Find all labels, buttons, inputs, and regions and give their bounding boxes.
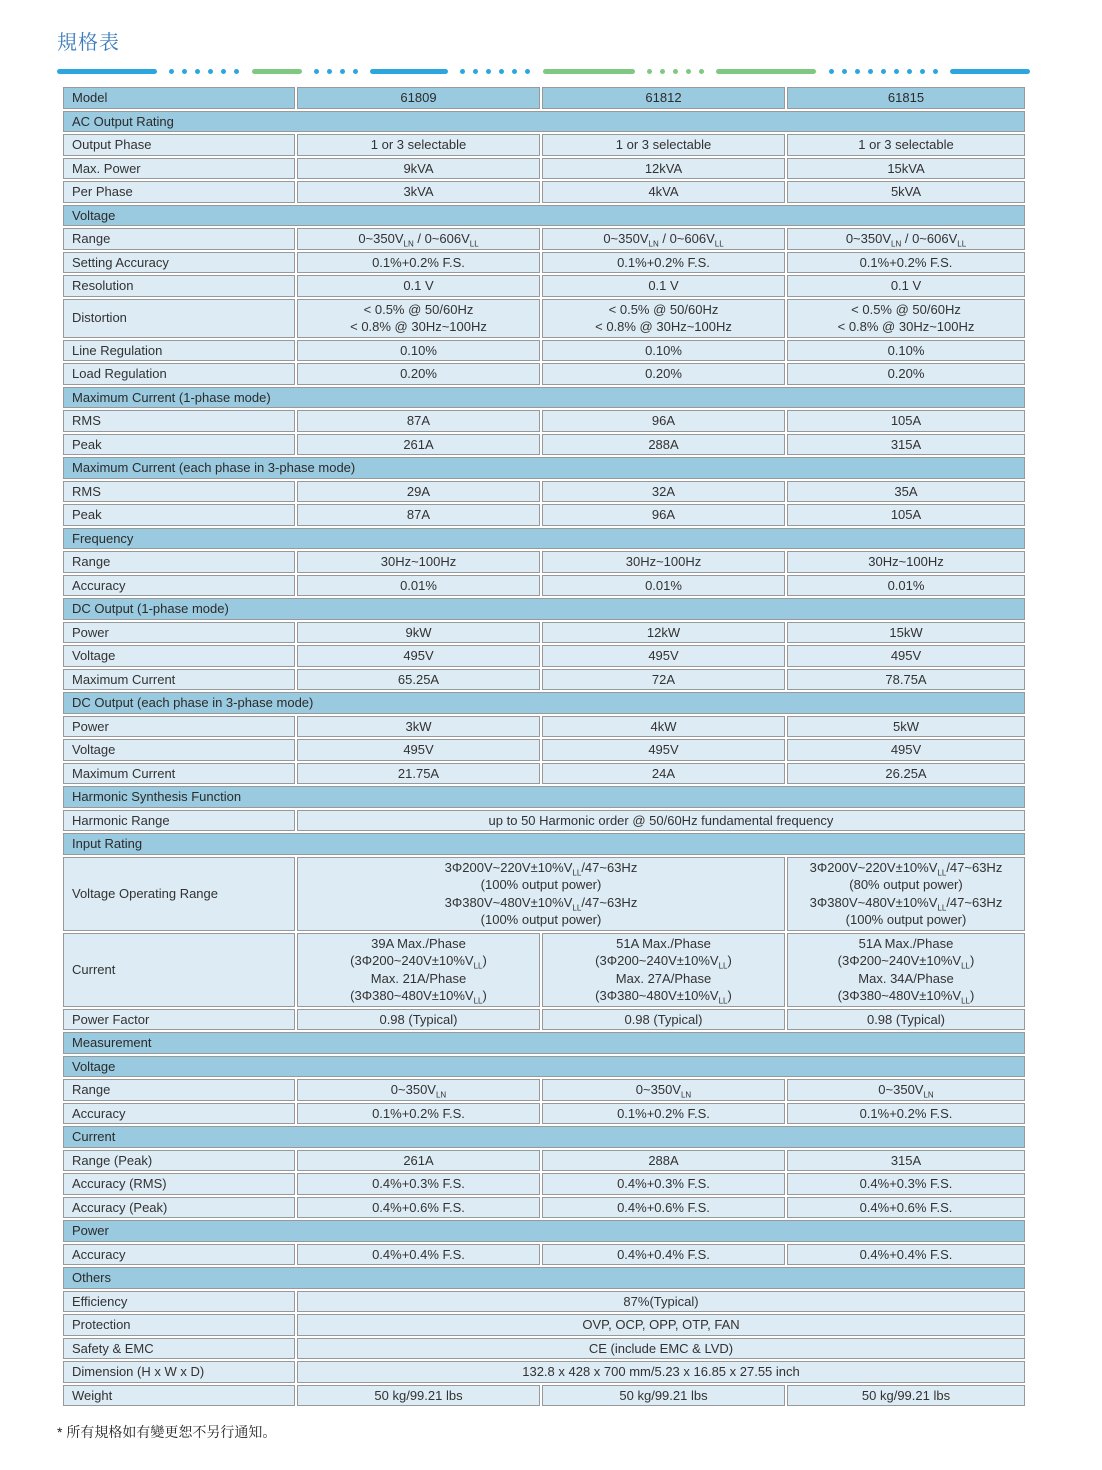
table-row — [63, 410, 1025, 432]
table-row — [63, 1079, 1025, 1101]
spec-label: Output Phase — [63, 134, 295, 156]
divider-dot — [195, 69, 200, 74]
divider-dot — [686, 69, 691, 74]
spec-value-cell: 288A — [542, 1150, 785, 1172]
table-row — [63, 1244, 1025, 1266]
spec-value-cell: 261A — [297, 434, 540, 456]
divider-line — [543, 69, 635, 74]
spec-label: Range — [63, 228, 295, 250]
spec-label: Accuracy (Peak) — [63, 1197, 295, 1219]
spec-value-cell: < 0.5% @ 50/60Hz < 0.8% @ 30Hz~100Hz — [787, 299, 1025, 338]
spec-value-cell: 87%(Typical) — [297, 1291, 1025, 1313]
spec-value-cell: 0.01% — [542, 575, 785, 597]
spec-value-cell: $0\sim 350V_{LN}$ / $0\sim 606V_{LL}$ — [297, 228, 540, 250]
divider-dot — [842, 69, 847, 74]
section-row — [63, 1267, 1025, 1289]
divider-dot — [855, 69, 860, 74]
spec-value-cell: $3\Phi 200V\sim 220V\pm 10\%V_{LL}/47\sim 63Hz$ (100% output power) $3\Phi 380V\sim 480V\pm 10\%V_{LL}/47\sim 63Hz$ (100% output power) — [297, 857, 785, 931]
divider-dots — [314, 69, 358, 74]
divider-dots — [460, 69, 530, 74]
section-row — [63, 457, 1025, 479]
divider-dot — [894, 69, 899, 74]
spec-value-cell: 1 or 3 selectable — [297, 134, 540, 156]
spec-label: Efficiency — [63, 1291, 295, 1313]
section-label: Measurement — [63, 1032, 1025, 1054]
section-row — [63, 1056, 1025, 1078]
section-row — [63, 205, 1025, 227]
spec-value-cell: 288A — [542, 434, 785, 456]
section-row — [63, 111, 1025, 133]
spec-value-cell: 51A Max./Phase $(3\Phi 200\sim 240V\pm 10\%V_{LL})$ Max. 34A/Phase $(3\Phi 380\sim 480V\pm 10\%V_{LL})$ — [787, 933, 1025, 1007]
spec-value-cell: 51A Max./Phase $(3\Phi 200\sim 240V\pm 10\%V_{LL})$ Max. 27A/Phase $(3\Phi 380\sim 480V\pm 10\%V_{LL})$ — [542, 933, 785, 1007]
spec-label: Range — [63, 1079, 295, 1101]
spec-value-cell: 24A — [542, 763, 785, 785]
divider-dot — [673, 69, 678, 74]
section-row — [63, 833, 1025, 855]
spec-value-cell: 495V — [297, 645, 540, 667]
spec-label: Distortion — [63, 299, 295, 338]
divider-dot — [486, 69, 491, 74]
spec-value-cell: 0.10% — [787, 340, 1025, 362]
page-title: 規格表 — [57, 32, 120, 54]
spec-value-cell: 315A — [787, 434, 1025, 456]
section-row — [63, 1032, 1025, 1054]
spec-value-cell: 96A — [542, 504, 785, 526]
spec-label: Dimension (H x W x D) — [63, 1361, 295, 1383]
spec-value-cell: 0.4%+0.3% F.S. — [297, 1173, 540, 1195]
divider-dot — [353, 69, 358, 74]
divider-dot — [327, 69, 332, 74]
spec-value-cell: 0.4%+0.4% F.S. — [297, 1244, 540, 1266]
section-row — [63, 1220, 1025, 1242]
spec-value-cell: 50 kg/99.21 lbs — [787, 1385, 1025, 1407]
table-row — [63, 1338, 1025, 1360]
divider-dot — [647, 69, 652, 74]
divider-dot — [881, 69, 886, 74]
spec-value-cell: $0\sim 350V_{LN}$ / $0\sim 606V_{LL}$ — [787, 228, 1025, 250]
spec-label: Voltage — [63, 645, 295, 667]
table-row — [63, 1361, 1025, 1383]
decorative-divider — [57, 68, 1030, 75]
divider-dot — [933, 69, 938, 74]
spec-value-cell: 0.4%+0.3% F.S. — [787, 1173, 1025, 1195]
spec-value-cell: 96A — [542, 410, 785, 432]
spec-label: Safety & EMC — [63, 1338, 295, 1360]
spec-value-cell: 0.10% — [542, 340, 785, 362]
section-label: Others — [63, 1267, 1025, 1289]
spec-label: Weight — [63, 1385, 295, 1407]
spec-label: RMS — [63, 410, 295, 432]
table-row — [63, 158, 1025, 180]
spec-label: Voltage — [63, 739, 295, 761]
spec-value-cell: 50 kg/99.21 lbs — [297, 1385, 540, 1407]
spec-label: Line Regulation — [63, 340, 295, 362]
divider-dot — [221, 69, 226, 74]
spec-value-cell: 0.1 V — [542, 275, 785, 297]
divider-dot — [699, 69, 704, 74]
section-label: Maximum Current (1-phase mode) — [63, 387, 1025, 409]
model-label: Model — [63, 87, 295, 109]
spec-label: Accuracy — [63, 1244, 295, 1266]
table-row — [63, 1197, 1025, 1219]
section-row — [63, 528, 1025, 550]
section-label: Frequency — [63, 528, 1025, 550]
divider-dot — [868, 69, 873, 74]
spec-value-cell: 87A — [297, 410, 540, 432]
spec-value-cell: 9kW — [297, 622, 540, 644]
divider-line — [950, 69, 1030, 74]
spec-value-cell: 315A — [787, 1150, 1025, 1172]
table-row — [63, 275, 1025, 297]
spec-value-cell: 65.25A — [297, 669, 540, 691]
divider-dot — [182, 69, 187, 74]
spec-table — [61, 85, 1027, 1408]
divider-line — [57, 69, 157, 74]
table-row — [63, 763, 1025, 785]
spec-value-cell: 1 or 3 selectable — [787, 134, 1025, 156]
spec-value-cell: $0\sim 350V_{LN}$ / $0\sim 606V_{LL}$ — [542, 228, 785, 250]
divider-dot — [525, 69, 530, 74]
table-row — [63, 810, 1025, 832]
spec-value-cell: 495V — [787, 739, 1025, 761]
table-row — [63, 1314, 1025, 1336]
spec-label: Range — [63, 551, 295, 573]
spec-value-cell: $0\sim 350V_{LN}$ — [542, 1079, 785, 1101]
spec-value-cell: 0.20% — [787, 363, 1025, 385]
spec-value-cell: 0.1%+0.2% F.S. — [297, 1103, 540, 1125]
divider-dots — [647, 69, 704, 74]
spec-value-cell: 0.1 V — [297, 275, 540, 297]
spec-value-cell: < 0.5% @ 50/60Hz < 0.8% @ 30Hz~100Hz — [297, 299, 540, 338]
divider-dot — [314, 69, 319, 74]
spec-value-cell: 50 kg/99.21 lbs — [542, 1385, 785, 1407]
spec-value-cell: 0.4%+0.6% F.S. — [787, 1197, 1025, 1219]
spec-value-cell: 21.75A — [297, 763, 540, 785]
spec-value-cell: up to 50 Harmonic order @ 50/60Hz fundamental frequency — [297, 810, 1025, 832]
spec-label: Per Phase — [63, 181, 295, 203]
table-row — [63, 134, 1025, 156]
spec-value-cell: 0.1%+0.2% F.S. — [542, 1103, 785, 1125]
spec-label: Protection — [63, 1314, 295, 1336]
spec-label: Current — [63, 933, 295, 1007]
spec-value-cell: 0.01% — [787, 575, 1025, 597]
section-label: Maximum Current (each phase in 3-phase mode) — [63, 457, 1025, 479]
spec-value-cell: 5kW — [787, 716, 1025, 738]
table-row — [63, 575, 1025, 597]
spec-label: RMS — [63, 481, 295, 503]
section-row — [63, 692, 1025, 714]
spec-label: Resolution — [63, 275, 295, 297]
spec-value-cell: 0.4%+0.6% F.S. — [542, 1197, 785, 1219]
spec-value-cell: 4kVA — [542, 181, 785, 203]
spec-value-cell: OVP, OCP, OPP, OTP, FAN — [297, 1314, 1025, 1336]
divider-dot — [460, 69, 465, 74]
spec-value-cell: 495V — [297, 739, 540, 761]
divider-line — [370, 69, 448, 74]
spec-value-cell: 4kW — [542, 716, 785, 738]
section-label: AC Output Rating — [63, 111, 1025, 133]
spec-label: Maximum Current — [63, 763, 295, 785]
divider-dot — [473, 69, 478, 74]
model-number: 61815 — [787, 87, 1025, 109]
table-row — [63, 645, 1025, 667]
divider-dot — [512, 69, 517, 74]
spec-value-cell: 39A Max./Phase $(3\Phi 200\sim 240V\pm 10\%V_{LL})$ Max. 21A/Phase $(3\Phi 380\sim 480V\pm 10\%V_{LL})$ — [297, 933, 540, 1007]
spec-value-cell: 3kVA — [297, 181, 540, 203]
table-row — [63, 739, 1025, 761]
table-row — [63, 434, 1025, 456]
table-row — [63, 622, 1025, 644]
spec-label: Peak — [63, 504, 295, 526]
spec-value-cell: 0.4%+0.4% F.S. — [542, 1244, 785, 1266]
spec-label: Power — [63, 622, 295, 644]
spec-value-cell: 495V — [542, 739, 785, 761]
table-row — [63, 1385, 1025, 1407]
table-row — [63, 363, 1025, 385]
section-row — [63, 598, 1025, 620]
section-label: Voltage — [63, 1056, 1025, 1078]
section-label: Voltage — [63, 205, 1025, 227]
spec-value-cell: 0.4%+0.4% F.S. — [787, 1244, 1025, 1266]
table-row — [63, 1103, 1025, 1125]
spec-label: Accuracy — [63, 1103, 295, 1125]
spec-label: Accuracy — [63, 575, 295, 597]
spec-value-cell: 3kW — [297, 716, 540, 738]
spec-value-cell: 132.8 x 428 x 700 mm/5.23 x 16.85 x 27.55 inch — [297, 1361, 1025, 1383]
table-row — [63, 228, 1025, 250]
spec-label: Maximum Current — [63, 669, 295, 691]
spec-value-cell: 29A — [297, 481, 540, 503]
spec-value-cell: 78.75A — [787, 669, 1025, 691]
divider-dot — [829, 69, 834, 74]
divider-dot — [234, 69, 239, 74]
spec-value-cell: 12kW — [542, 622, 785, 644]
table-row — [63, 857, 1025, 931]
spec-value-cell: 87A — [297, 504, 540, 526]
spec-label: Range (Peak) — [63, 1150, 295, 1172]
divider-dots — [169, 69, 239, 74]
table-row — [63, 1291, 1025, 1313]
spec-value-cell: $0\sim 350V_{LN}$ — [787, 1079, 1025, 1101]
spec-value-cell: 0.20% — [297, 363, 540, 385]
spec-value-cell: 261A — [297, 1150, 540, 1172]
spec-value-cell: 0.1%+0.2% F.S. — [542, 252, 785, 274]
table-row — [63, 933, 1025, 1007]
spec-label: Harmonic Range — [63, 810, 295, 832]
spec-value-cell: 15kW — [787, 622, 1025, 644]
spec-value-cell: 0.20% — [542, 363, 785, 385]
section-label: Input Rating — [63, 833, 1025, 855]
spec-value-cell: 495V — [542, 645, 785, 667]
spec-value-cell: 0.98 (Typical) — [297, 1009, 540, 1031]
table-row — [63, 181, 1025, 203]
divider-dot — [169, 69, 174, 74]
spec-value-cell: 9kVA — [297, 158, 540, 180]
spec-value-cell: 30Hz~100Hz — [542, 551, 785, 573]
spec-value-cell: 0.4%+0.3% F.S. — [542, 1173, 785, 1195]
spec-value-cell: 0.01% — [297, 575, 540, 597]
model-header-row — [63, 87, 1025, 109]
spec-label: Voltage Operating Range — [63, 857, 295, 931]
spec-value-cell: < 0.5% @ 50/60Hz < 0.8% @ 30Hz~100Hz — [542, 299, 785, 338]
spec-value-cell: 0.4%+0.6% F.S. — [297, 1197, 540, 1219]
section-row — [63, 786, 1025, 808]
spec-value-cell: 12kVA — [542, 158, 785, 180]
section-label: DC Output (1-phase mode) — [63, 598, 1025, 620]
spec-value-cell: 72A — [542, 669, 785, 691]
spec-label: Setting Accuracy — [63, 252, 295, 274]
spec-label: Accuracy (RMS) — [63, 1173, 295, 1195]
spec-value-cell: 105A — [787, 504, 1025, 526]
section-label: Current — [63, 1126, 1025, 1148]
spec-value-cell: 5kVA — [787, 181, 1025, 203]
section-label: DC Output (each phase in 3-phase mode) — [63, 692, 1025, 714]
spec-value-cell: 0.1%+0.2% F.S. — [297, 252, 540, 274]
spec-label: Load Regulation — [63, 363, 295, 385]
spec-value-cell: 0.98 (Typical) — [542, 1009, 785, 1031]
divider-line — [716, 69, 816, 74]
model-number: 61812 — [542, 87, 785, 109]
spec-value-cell: 30Hz~100Hz — [787, 551, 1025, 573]
spec-label: Power Factor — [63, 1009, 295, 1031]
divider-line — [252, 69, 302, 74]
spec-value-cell: $3\Phi 200V\sim 220V\pm 10\%V_{LL}/47\sim 63Hz$ (80% output power) $3\Phi 380V\sim 480V\pm 10\%V_{LL}/47\sim 63Hz$ (100% output power) — [787, 857, 1025, 931]
divider-dots — [829, 69, 938, 74]
spec-value-cell: 0.1%+0.2% F.S. — [787, 1103, 1025, 1125]
spec-value-cell: 30Hz~100Hz — [297, 551, 540, 573]
spec-value-cell: 0.10% — [297, 340, 540, 362]
spec-value-cell: 26.25A — [787, 763, 1025, 785]
table-row — [63, 716, 1025, 738]
spec-label: Peak — [63, 434, 295, 456]
divider-dot — [208, 69, 213, 74]
model-number: 61809 — [297, 87, 540, 109]
spec-value-cell: $0\sim 350V_{LN}$ — [297, 1079, 540, 1101]
spec-value-cell: CE (include EMC & LVD) — [297, 1338, 1025, 1360]
table-row — [63, 299, 1025, 338]
table-row — [63, 1150, 1025, 1172]
divider-dot — [660, 69, 665, 74]
section-row — [63, 1126, 1025, 1148]
table-row — [63, 481, 1025, 503]
section-label: Power — [63, 1220, 1025, 1242]
spec-value-cell: 32A — [542, 481, 785, 503]
table-row — [63, 504, 1025, 526]
spec-value-cell: 495V — [787, 645, 1025, 667]
spec-value-cell: 0.1%+0.2% F.S. — [787, 252, 1025, 274]
spec-value-cell: 15kVA — [787, 158, 1025, 180]
spec-label: Max. Power — [63, 158, 295, 180]
footnote: * 所有規格如有變更恕不另行通知。 — [57, 1424, 277, 1440]
divider-dot — [499, 69, 504, 74]
section-label: Harmonic Synthesis Function — [63, 786, 1025, 808]
spec-value-cell: 0.1 V — [787, 275, 1025, 297]
divider-dot — [907, 69, 912, 74]
divider-dot — [340, 69, 345, 74]
section-row — [63, 387, 1025, 409]
divider-dot — [920, 69, 925, 74]
table-row — [63, 669, 1025, 691]
spec-value-cell: 105A — [787, 410, 1025, 432]
spec-value-cell: 35A — [787, 481, 1025, 503]
table-row — [63, 340, 1025, 362]
spec-value-cell: 1 or 3 selectable — [542, 134, 785, 156]
spec-value-cell: 0.98 (Typical) — [787, 1009, 1025, 1031]
table-row — [63, 551, 1025, 573]
spec-label: Power — [63, 716, 295, 738]
table-row — [63, 1009, 1025, 1031]
table-row — [63, 1173, 1025, 1195]
table-row — [63, 252, 1025, 274]
